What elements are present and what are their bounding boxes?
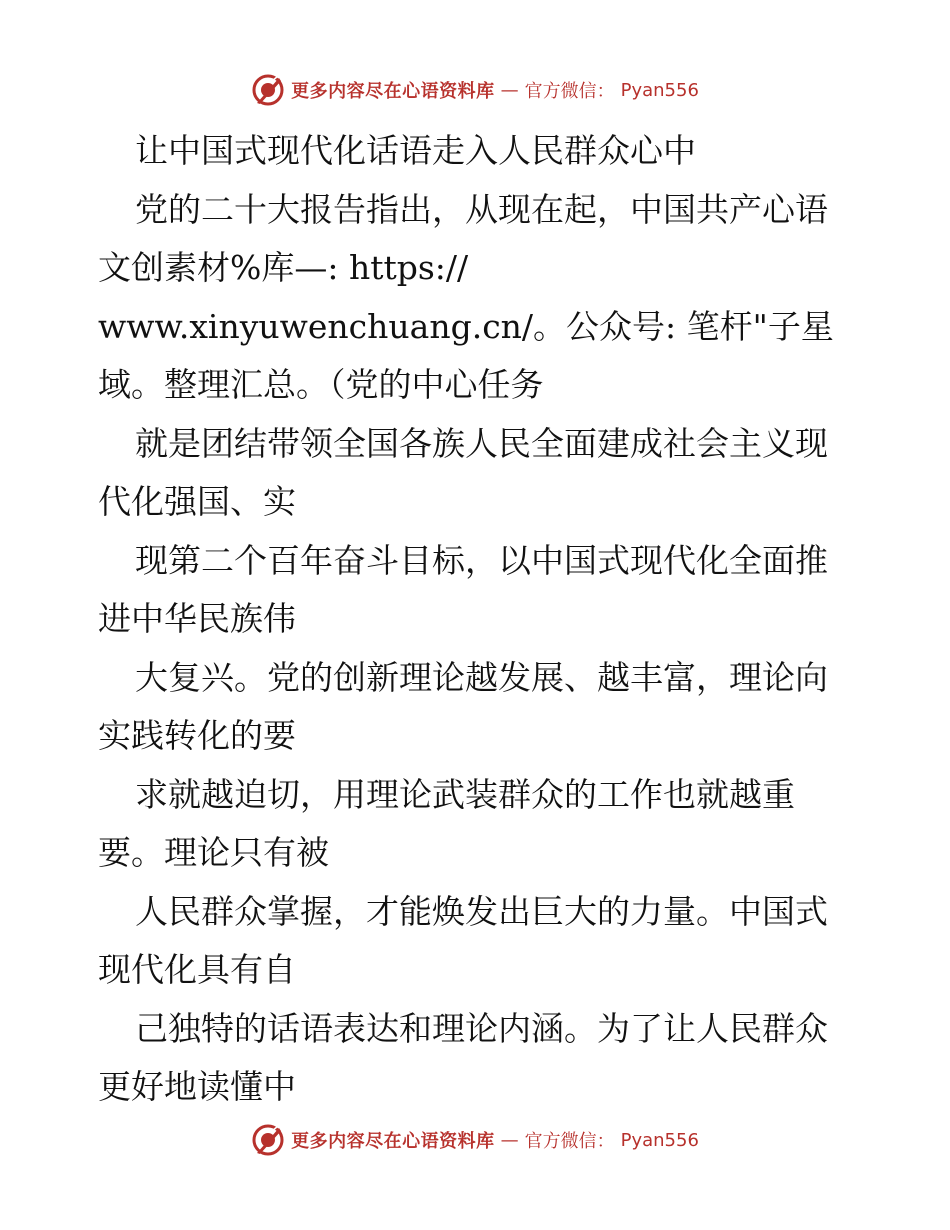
- paragraph-line: 要。理论只有被: [98, 833, 329, 872]
- paragraph-line: 实践转化的要: [98, 716, 296, 755]
- paragraph-line: 更好地读懂中: [98, 1067, 296, 1106]
- banner-wechat-account: Pyan556: [620, 79, 699, 101]
- paragraph-line: 己独特的话语表达和理论内涵。为了让人民群众: [135, 1008, 828, 1048]
- paragraph-line: 文创素材%库—: https://: [98, 248, 469, 287]
- banner-separator: —: [500, 79, 519, 101]
- quill-seal-logo-icon: [251, 73, 285, 107]
- paragraph-line: 人民群众掌握，才能焕发出巨大的力量。中国式: [135, 891, 828, 931]
- footer-banner: [0, 1120, 950, 1160]
- paragraph-line: 现代化具有自: [98, 950, 296, 989]
- banner-brand-text: 更多内容尽在心语资料库: [291, 81, 495, 102]
- banner-separator: —: [500, 1129, 519, 1151]
- document-title: 让中国式现代化话语走入人民群众心中: [135, 131, 696, 170]
- document-body: [98, 122, 858, 1117]
- header-banner: [0, 70, 950, 110]
- paragraph-line: 求就越迫切，用理论武装群众的工作也就越重: [135, 774, 795, 814]
- paragraph-line: 现第二个百年奋斗目标，以中国式现代化全面推: [135, 540, 828, 580]
- banner-wechat-account: Pyan556: [620, 1129, 699, 1151]
- banner-brand-text: 更多内容尽在心语资料库: [291, 1131, 495, 1152]
- paragraph-line: 大复兴。党的创新理论越发展、越丰富，理论向: [135, 657, 828, 697]
- paragraph-line: 党的二十大报告指出，从现在起，中国共产心语: [135, 189, 828, 229]
- quill-seal-logo-icon: [251, 1123, 285, 1157]
- paragraph-line: 就是团结带领全国各族人民全面建成社会主义现: [135, 423, 828, 463]
- paragraph-line: 域。整理汇总。（党的中心任务: [98, 365, 544, 404]
- banner-wechat-label: 官方微信：: [524, 1131, 615, 1152]
- banner-wechat-label: 官方微信：: [524, 81, 615, 102]
- paragraph-line: 代化强国、实: [98, 482, 296, 521]
- paragraph-line: 进中华民族伟: [98, 599, 296, 638]
- paragraph-line: www.xinyuwenchuang.cn/。公众号: 笔杆"子星: [98, 306, 834, 346]
